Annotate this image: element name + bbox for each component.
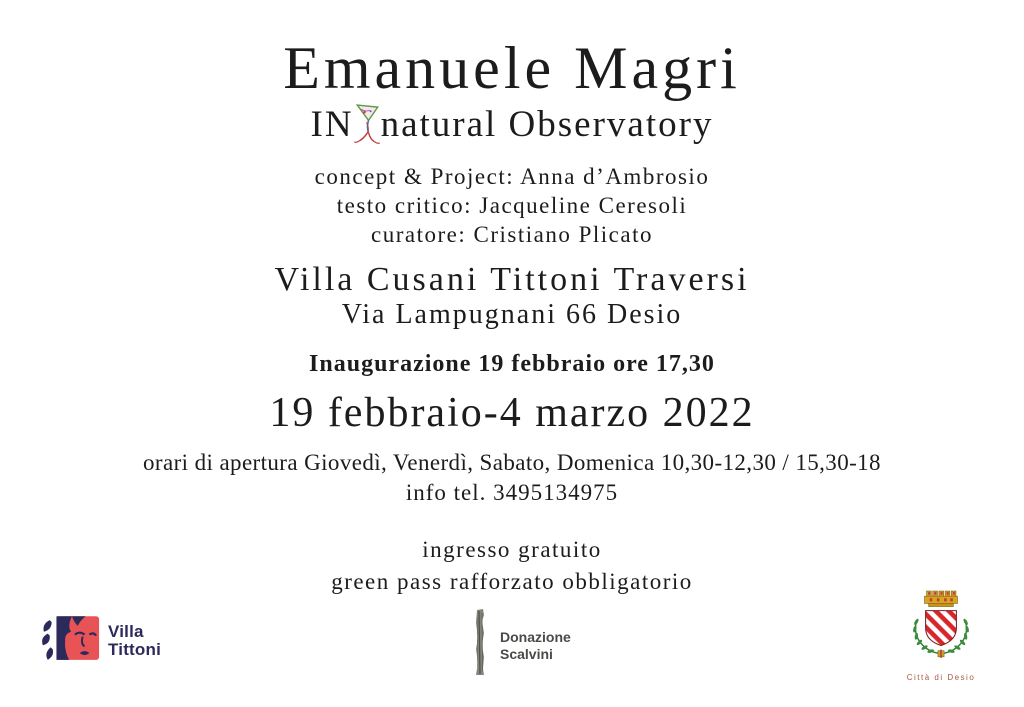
- venue-name: Villa Cusani Tittoni Traversi: [274, 261, 750, 298]
- info-phone: info tel. 3495134975: [405, 480, 619, 505]
- credit-curator: curatore: Cristiano Plicato: [371, 222, 653, 247]
- villa-tittoni-line2: Tittoni: [108, 640, 162, 659]
- scalvini-line1: Donazione: [500, 628, 571, 645]
- exhibition-dates: 19 febbraio-4 marzo 2022: [269, 390, 755, 436]
- opening-event: Inaugurazione 19 febbraio ore 17,30: [309, 351, 715, 377]
- credit-concept: concept & Project: Anna d’Ambrosio: [314, 164, 710, 189]
- scalvini-line2: Scalvini: [500, 645, 553, 662]
- villa-tittoni-wordmark: [108, 623, 161, 660]
- green-pass-note: green pass rafforzato obbligatorio: [331, 569, 693, 594]
- villa-tittoni-face-icon: [40, 612, 102, 670]
- donazione-scalvini-logo: [470, 606, 571, 685]
- desio-caption: Città di Desio: [906, 673, 976, 682]
- title-suffix: natural Observatory: [380, 104, 714, 145]
- creature-doodle-icon: [353, 101, 382, 148]
- artist-name: Emanuele Magri: [283, 35, 741, 101]
- credit-critical-text: testo critico: Jacqueline Ceresoli: [336, 193, 688, 218]
- exhibition-title: [0, 101, 1024, 148]
- scalvini-wordmark: [500, 629, 571, 663]
- villa-tittoni-logo: [40, 612, 161, 670]
- title-prefix: IN: [310, 104, 354, 145]
- villa-tittoni-line1: Villa: [108, 621, 144, 641]
- opening-hours: orari di apertura Giovedì, Venerdì, Sabato, Domenica 10,30-12,30 / 15,30-18: [143, 450, 881, 475]
- desio-coat-of-arms-icon: [903, 588, 979, 669]
- venue-address: Via Lampugnani 66 Desio: [341, 299, 683, 330]
- scalvini-sculpture-icon: [470, 606, 490, 685]
- admission-note: ingresso gratuito: [422, 537, 602, 562]
- desio-crest-logo: [896, 588, 986, 682]
